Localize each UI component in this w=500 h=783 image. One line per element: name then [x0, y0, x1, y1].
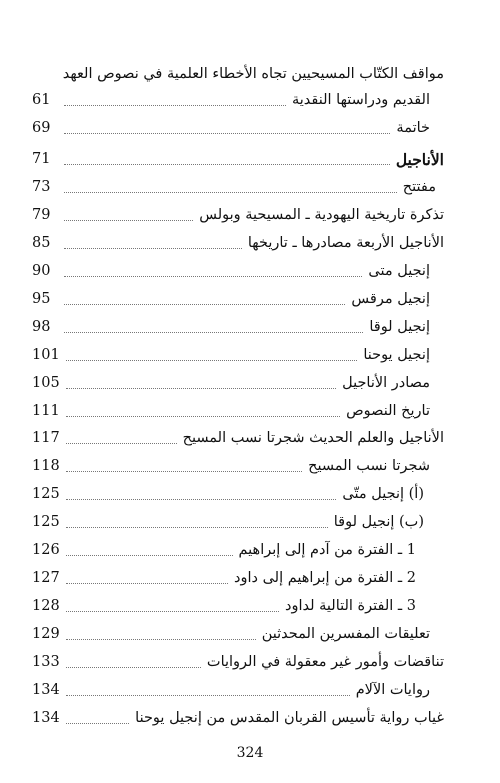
- toc-entry-page: 71: [32, 151, 51, 167]
- toc-entry-page: 105: [32, 375, 60, 391]
- toc-entry-title: 3 ـ الفترة التالية لداود: [285, 598, 416, 614]
- toc-entry: [32, 115, 444, 141]
- toc-entry-page: 128: [32, 598, 60, 614]
- toc-leader: [64, 331, 363, 333]
- toc-entry-page: 133: [32, 654, 60, 670]
- toc-leader: [66, 694, 350, 696]
- toc-leader: [64, 191, 397, 193]
- toc-entry: [32, 398, 444, 424]
- toc-entry-page: 101: [32, 347, 60, 363]
- toc-entry: [32, 258, 444, 284]
- toc-entry-page: 111: [32, 403, 60, 419]
- toc-leader: [66, 610, 279, 612]
- toc-leader: [64, 104, 286, 106]
- toc-entry-page: 85: [32, 235, 51, 251]
- toc-entry: [32, 342, 444, 368]
- toc-entry: [32, 509, 444, 535]
- toc-entry: [32, 230, 444, 256]
- toc-leader: [66, 554, 233, 556]
- toc-entry: [32, 481, 444, 507]
- toc-entry-title: 2 ـ الفترة من إبراهيم إلى داود: [234, 570, 416, 586]
- toc-entry: [32, 174, 444, 200]
- toc-entry-title: روايات الآلام: [355, 682, 430, 698]
- toc-leader: [66, 498, 337, 500]
- toc-entry: [32, 565, 444, 591]
- toc-leader: [66, 638, 256, 640]
- toc-leader: [66, 387, 336, 389]
- toc-leader: [66, 470, 302, 472]
- toc-entry-page: 125: [32, 486, 60, 502]
- toc-entry-page: 134: [32, 682, 60, 698]
- toc-leader: [64, 219, 193, 221]
- toc-entry-title: غياب رواية تأسيس القربان المقدس من إنجيل يوحنا: [135, 710, 444, 726]
- toc-leader: [64, 163, 390, 165]
- toc-entry-title: الأناجيل الأربعة مصادرها ـ تاريخها: [247, 235, 444, 251]
- toc-entry: [32, 621, 444, 647]
- toc-entry-title: شجرتا نسب المسيح: [308, 458, 430, 474]
- toc-entry-page: 125: [32, 514, 60, 530]
- toc-entry-page: 126: [32, 542, 60, 558]
- toc-entry: [32, 314, 444, 340]
- toc-entry-title: مصادر الأناجيل: [342, 375, 430, 391]
- toc-entry-page: 73: [32, 179, 51, 195]
- toc-entry: [32, 286, 444, 312]
- toc-entry: [32, 87, 444, 113]
- toc-entry-title: تذكرة تاريخية اليهودية ـ المسيحية وبولس: [199, 207, 444, 223]
- toc-entry-title: تناقضات وأمور غير معقولة في الروايات: [206, 654, 444, 670]
- toc-entry: [32, 61, 444, 87]
- toc-entry: [32, 649, 444, 675]
- toc-entry-title: خاتمة: [396, 120, 430, 136]
- toc-leader: [66, 582, 228, 584]
- toc-leader: [66, 722, 129, 724]
- toc-leader: [66, 666, 201, 668]
- toc-entry-page: 127: [32, 570, 60, 586]
- toc-entry-page: 61: [32, 92, 51, 108]
- toc-entry: [32, 370, 444, 396]
- toc-entry: [32, 705, 444, 731]
- toc-entry-page: 117: [32, 430, 60, 446]
- toc-entry-page: 118: [32, 458, 60, 474]
- toc-leader: [64, 275, 362, 277]
- toc-entry: [32, 202, 444, 228]
- toc-entry-title: مواقف الكتّاب المسيحيين تجاه الأخطاء العلمية في نصوص العهد: [62, 66, 444, 82]
- toc-entry-title: الأناجيل والعلم الحديث شجرتا نسب المسيح: [182, 430, 444, 446]
- toc-entry-title: إنجيل لوقا: [369, 319, 430, 335]
- toc-entry: [32, 677, 444, 703]
- toc-section-title: الأناجيل: [395, 149, 444, 169]
- toc-entry-title: إنجيل مرقس: [351, 291, 430, 307]
- toc-entry-page: 95: [32, 291, 51, 307]
- toc-entry: [32, 146, 444, 172]
- toc-leader: [64, 132, 390, 134]
- toc-entry-page: 98: [32, 319, 51, 335]
- toc-entry: [32, 453, 444, 479]
- toc-leader: [64, 247, 242, 249]
- toc-leader: [64, 303, 345, 305]
- toc-leader: [66, 415, 340, 417]
- toc-entry-title: إنجيل متى: [368, 263, 430, 279]
- toc-leader: [66, 359, 358, 361]
- toc-entry-title: 1 ـ الفترة من آدم إلى إبراهيم: [238, 542, 416, 558]
- toc-entry-page: 90: [32, 263, 51, 279]
- toc-entry-title: تعليقات المفسرين المحدثين: [261, 626, 430, 642]
- toc-leader: [66, 442, 177, 444]
- page-number: 324: [236, 745, 264, 761]
- toc-entry: [32, 593, 444, 619]
- toc-leader: [66, 526, 328, 528]
- toc-entry-page: 79: [32, 207, 51, 223]
- toc-entry-title: القديم ودراستها النقدية: [292, 92, 430, 108]
- toc-entry-title: (أ) إنجيل متّى: [342, 486, 424, 502]
- toc-entry-page: 69: [32, 120, 51, 136]
- toc-entry: [32, 537, 444, 563]
- toc-entry: [32, 425, 444, 451]
- toc-entry-page: 134: [32, 710, 60, 726]
- toc-entry-title: إنجيل يوحنا: [363, 347, 430, 363]
- toc-entry-title: تاريخ النصوص: [346, 403, 430, 419]
- toc-entry-title: (ب) إنجيل لوقا: [333, 514, 424, 530]
- toc-entry-title: مفتتح: [402, 179, 436, 195]
- toc-entry-page: 129: [32, 626, 60, 642]
